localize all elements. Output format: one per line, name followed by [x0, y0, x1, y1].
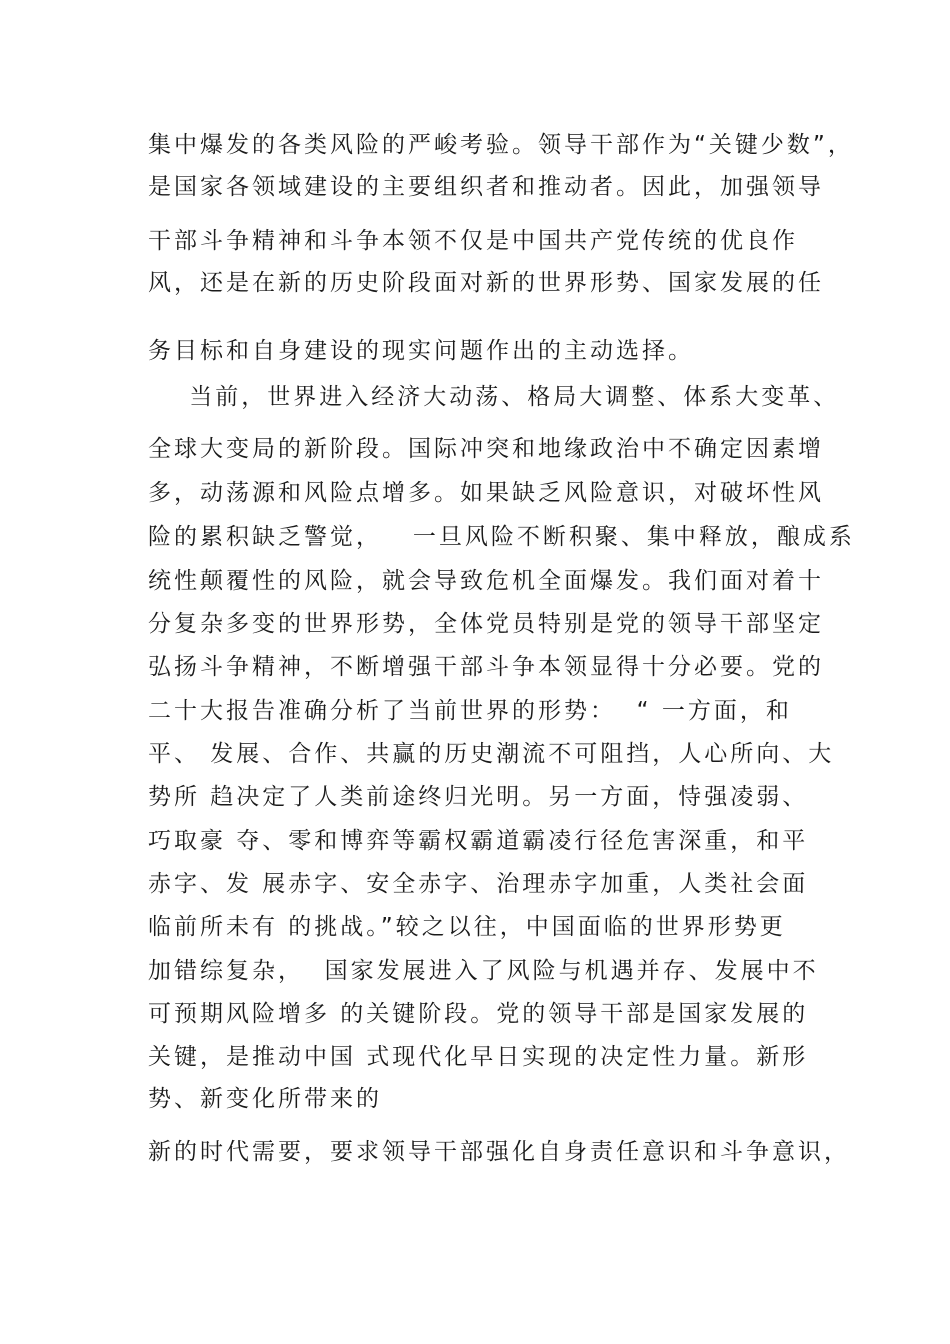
text-line: 集中爆发的各类风险的严峻考验。领导干部作为“关键少数”，: [148, 132, 854, 158]
text-line: 弘扬斗争精神，不断增强干部斗争本领显得十分必要。党的: [148, 654, 824, 680]
text-line: 关键，是推动中国 式现代化早日实现的决定性力量。新形: [148, 1044, 809, 1070]
text-line: 险的累积缺乏警觉， 一旦风险不断积聚、集中释放，酿成系: [148, 524, 855, 550]
text-line: 临前所未有 的挑战。”较之以往，中国面临的世界形势更: [148, 914, 786, 940]
text-line: 多，动荡源和风险点增多。如果缺乏风险意识，对破坏性风: [148, 480, 824, 506]
text-line: 平、 发展、合作、共赢的历史潮流不可阻挡，人心所向、大: [148, 741, 835, 767]
text-line: 干部斗争精神和斗争本领不仅是中国共产党传统的优良作: [148, 228, 798, 254]
text-line: 势、新变化所带来的: [148, 1086, 382, 1112]
text-line: 风，还是在新的历史阶段面对新的世界形势、国家发展的任: [148, 270, 824, 296]
text-line: 势所 趋决定了人类前途终归光明。另一方面，恃强凌弱、: [148, 784, 809, 810]
text-line: 分复杂多变的世界形势，全体党员特别是党的领导干部坚定: [148, 611, 824, 637]
text-line: 二十大报告准确分析了当前世界的形势： “ 一方面，和: [148, 698, 792, 724]
text-line: 全球大变局的新阶段。国际冲突和地缘政治中不确定因素增: [148, 436, 824, 462]
text-line: 是国家各领域建设的主要组织者和推动者。因此，加强领导: [148, 174, 824, 200]
text-line: 统性颠覆性的风险，就会导致危机全面爆发。我们面对着十: [148, 568, 824, 594]
text-line: 赤字、发 展赤字、安全赤字、治理赤字加重，人类社会面: [148, 871, 809, 897]
paragraph-start-line: 当前，世界进入经济大动荡、格局大调整、体系大变革、: [148, 384, 840, 410]
text-line: 可预期风险增多 的关键阶段。党的领导干部是国家发展的: [148, 1001, 809, 1027]
text-line: 加错综复杂， 国家发展进入了风险与机遇并存、发展中不: [148, 958, 819, 984]
text-line: 巧取豪 夺、零和博弈等霸权霸道霸凌行径危害深重，和平: [148, 828, 809, 854]
text-line: 务目标和自身建设的现实问题作出的主动选择。: [148, 338, 694, 364]
text-line: 新的时代需要，要求领导干部强化自身责任意识和斗争意识，: [148, 1139, 850, 1165]
